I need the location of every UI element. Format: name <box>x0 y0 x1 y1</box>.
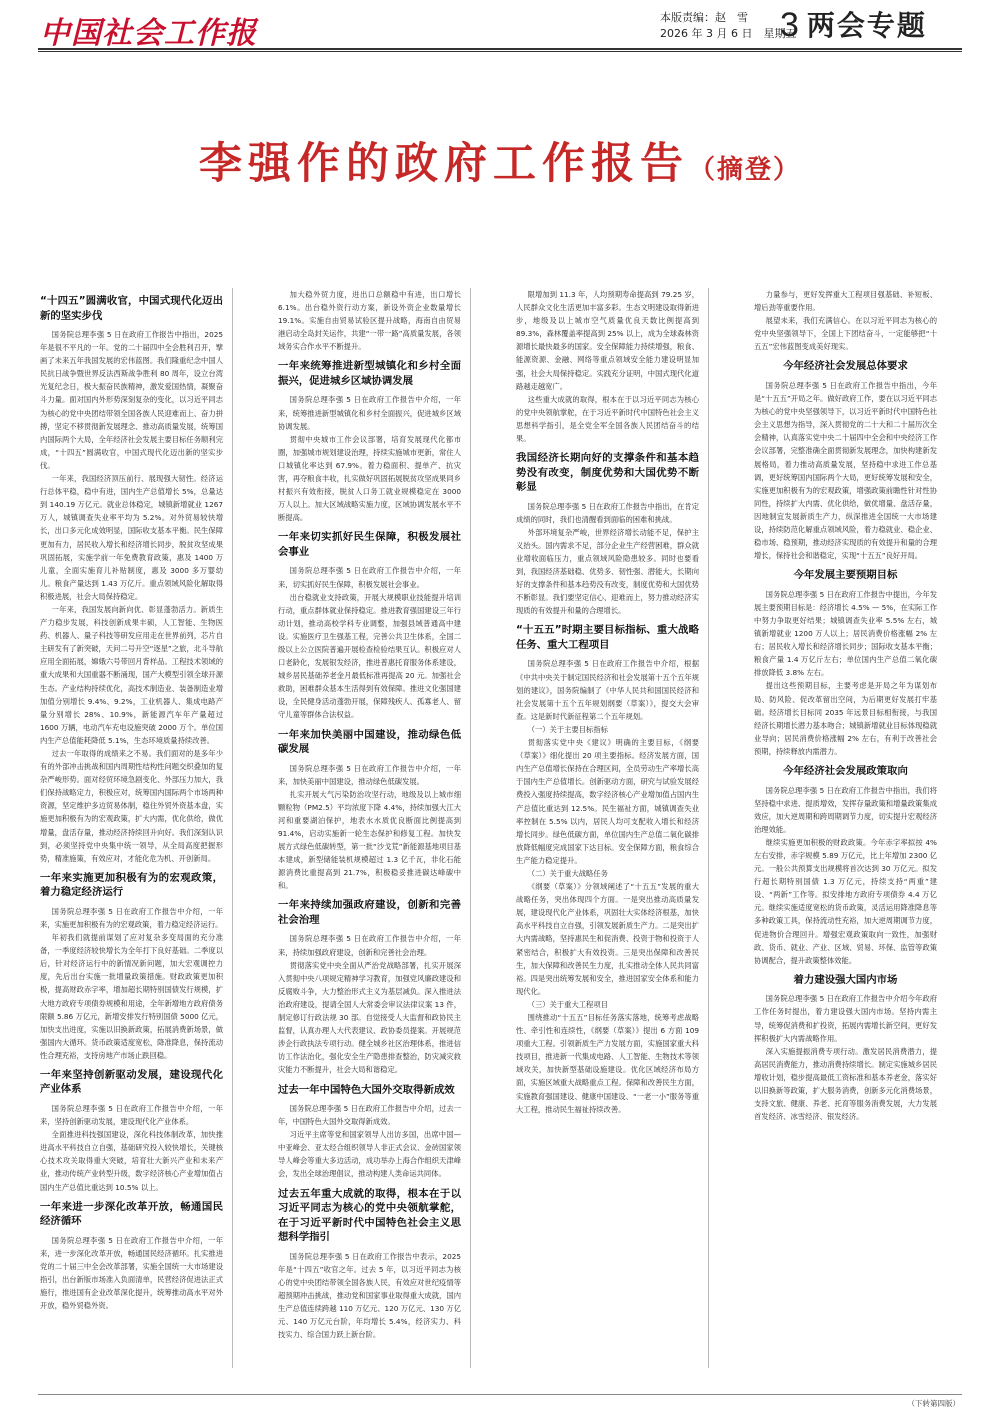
body-paragraph: 贯彻落实党中央全面从严治党战略部署，扎实开展深入贯彻中央八项规定精神学习教育，加强党风廉政建设和反腐败斗争，大力整治形式主义为基层减负。深入推进法治政府建设，提请全国人大常委会审议法律议案 13 件，制定修订行政法规 30 部。自觉接受人大监督和政协民主监督，认真办理人大代表建议、政协委员提案。开展规范涉企行政执法专项行动。健全城乡社区治理体系，推进信访工作法治化，强化安全生产隐患排查整治，防灾减灾救灾能力不断提升，社会大局和谐稳定。 <box>278 960 461 1075</box>
title-main: 李强作的政府工作报告 <box>198 139 689 189</box>
body-paragraph: 国务院总理李强 5 日在政府工作报告中介绍，根据《中共中央关于制定国民经济和社会发展第十五个五年规划的建议》，国务院编制了《中华人民共和国国民经济和社会发展第十五个五年规划纲要（草案）》，提交大会审查。这是新时代新征程第二个五年规划。 <box>516 659 699 721</box>
body-paragraph: 外部环境复杂严峻，世界经济增长动能不足，保护主义抬头。国内需求不足，部分企业生产经营困难，群众就业增收面临压力，重点领域风险隐患较多。同时也要看到，我国经济基础稳、优势多、韧性强、潜能大，长期向好的支撑条件和基本趋势没有改变，制度优势和大国优势不断彰显。我们要坚定信心、迎难而上，努力推动经济实现质的有效提升和量的合理增长。 <box>516 527 699 616</box>
body-paragraph: 国务院总理李强 5 日在政府工作报告中介绍，一年来，切实抓好民生保障，积极发展社会事业。 <box>278 566 461 589</box>
date-line: 2026 年 3 月 6 日 星期五 <box>660 27 797 40</box>
header-rule-thin <box>38 51 962 52</box>
body-paragraph: 贯彻落实党中央《建议》明确的主要目标，《纲要（草案）》细化提出 20 项主要指标。经济发展方面，国内生产总值增长保持在合理区间，全员劳动生产率增长高于国内生产总值增长。创新驱动方面，研究与试验发展经费投入强度持续提高，数字经济核心产业增加值占国内生产总值比重达到 12.5%。民生福祉方面，城镇调查失业率控制在 5.5% 以内，居民人均可支配收入增长和经济增长同步。绿色低碳方面，单位国内生产总值二氧化碳排放降低幅度完成国家下达目标。安全保障方面，粮食综合生产能力稳定提升。 <box>516 738 699 865</box>
body-paragraph: 习近平主席等党和国家领导人出访多国，出席中国—中亚峰会、亚太经合组织领导人非正式会议、金砖国家领导人峰会等重大多边活动，成功举办上海合作组织天津峰会，发出全球治理倡议，推动构建人类命运共同体。 <box>278 1130 461 1179</box>
section-heading: 今年经济社会发展政策取向 <box>783 765 908 777</box>
body-paragraph: 限增加到 11.3 年，人均预期寿命提高到 79.25 岁，人民群众文化生活更加丰富多彩。生态文明建设取得新进步，地级及以上城市空气质量优良天数比例提高到 89.3%，森林覆盖率提高到 25% 以上，成为全球森林资源增长最快最多的国家。安全保障能力持续增强，粮食、能源资源、金融、网络等重点领域安全能力建设明显加强，社会大局保持稳定。实践充分证明，中国式现代化道路越走越宽广。 <box>516 290 699 391</box>
section-heading: 过去五年重大成就的取得，根本在于以习近平同志为核心的党中央领航掌舵，在于习近平新时代中国特色社会主义思想科学指引 <box>278 1187 461 1244</box>
section-heading: 着力建设强大国内市场 <box>793 973 898 986</box>
body-paragraph: 国务院总理李强 5 日在政府工作报告中指出，在肯定成绩的同时，我们也清醒看到面临的困难和挑战。 <box>516 501 699 524</box>
section-heading: 一年来进一步深化改革开放，畅通国民经济循环 <box>40 1200 223 1228</box>
section-heading: 今年经济社会发展总体要求 <box>783 360 908 373</box>
column-rule <box>232 288 233 1368</box>
page-title <box>0 130 1000 191</box>
body-paragraph: 过去一年取得的成绩来之不易。我们面对的是多年少有的外部冲击挑战和国内周期性结构性问题交织叠加的复杂严峻形势。面对经贸环境急剧变化、外部压力加大，我们保持战略定力，积极应对，统筹国内国际两个市场两种资源，坚定维护多边贸易体制，稳住外贸外资基本盘，实施更加积极有为的宏观政策，扩大内需，优化供给，做优增量，盘活存量，推动经济持续回升向好。我们深刻认识到，必须坚持党中央集中统一领导，从全局高度把握形势，精准施策，有效应对，才能化危为机、开创新局。 <box>40 749 223 863</box>
page-number: 3 <box>780 6 799 44</box>
body-paragraph: 国务院总理李强 5 日在政府工作报告中指出，今年是“十五五”开局之年。做好政府工作，要在以习近平同志为核心的党中央坚强领导下，以习近平新时代中国特色社会主义思想为指导，深入贯彻党的二十大和二十届历次全会精神，认真落实党中央二十届四中全会和中央经济工作会议部署，完整准确全面贯彻新发展理念，加快构建新发展格局，着力推动高质量发展，坚持稳中求进工作总基调，更好统筹国内国际两个大局，更好统筹发展和安全，实施更加积极有为的宏观政策，增强政策前瞻性针对性协同性，持续扩大内需、优化供给，做优增量、盘活存量，因地制宜发展新质生产力，纵深推进全国统一大市场建设，持续防范化解重点领域风险，着力稳就业、稳企业、稳市场、稳预期，推动经济实现质的有效提升和量的合理增长，保持社会和谐稳定，实现“十五五”良好开局。 <box>754 380 937 561</box>
body-paragraph: 继续实施更加积极的财政政策。今年赤字率拟按 4% 左右安排，赤字规模 5.89 万亿元，比上年增加 2300 亿元。一般公共预算支出规模将首次达到 30 万亿元。拟发行超长期特别国债 1.3 万亿元，持续支持“两重”建设、“两新”工作等。拟安排地方政府专项债券 4.4 万亿元。继续实施适度宽松的货币政策，灵活运用降准降息等多种政策工具，保持流动性充裕，加大逆周期调节力度，促进物价合理回升。增强宏观政策取向一致性，加强财政、货币、就业、产业、区域、贸易、环保、监管等政策协调配合，提升政策整体效能。 <box>754 837 937 965</box>
body-paragraph: 国务院总理李强 5 日在政府工作报告中指出，2025 年是很不平凡的一年。党的二十届四中全会胜利召开，擘画了未来五年我国发展的宏伟蓝图。我们隆重纪念中国人民抗日战争暨世界反法西斯战争胜利 80 周年，设立台湾光复纪念日，极大振奋民族精神，激发爱国热情，凝聚奋斗力量。面对国内外形势深刻复杂的变化，以习近平同志为核心的党中央团结带领全国各族人民迎难而上、奋力拼搏，坚定不移贯彻新发展理念、推动高质量发展，统筹国内国际两个大局，全年经济社会发展主要目标任务顺利完成，“十四五”圆满收官，中国式现代化迈出新的坚实步伐。 <box>40 330 223 470</box>
body-paragraph: 国务院总理李强 5 日在政府工作报告中指出，我们将坚持稳中求进、提质增效，发挥存量政策和增量政策集成效应，加大逆周期和跨周期调节力度，切实提升宏观经济治理效能。 <box>754 785 937 834</box>
column-1 <box>40 288 223 1388</box>
body-paragraph: 扎实开展大气污染防治攻坚行动，地级及以上城市细颗粒物（PM2.5）平均浓度下降 4.4%，持续加强大江大河和重要湖泊保护，地表水水质优良断面比例提高到 91.4%，启动实施新一轮生态保护和修复工程。加快发展方式绿色低碳转型，第一批“沙戈荒”新能源基地项目基本建成，新型储能装机规模超过 1.3 亿千瓦，非化石能源消费比重提高到 21.7%，积极稳妥推进碳达峰碳中和。 <box>278 789 461 891</box>
body-paragraph: 国务院总理李强 5 日在政府工作报告中介绍，一年来，进一步深化改革开放，畅通国民经济循环。扎实推进党的二十届三中全会改革部署，实施全国统一大市场建设指引，出台新版市场准入负面清单，民营经济促进法正式施行，推进国有企业改革深化提升，统筹推动高水平对外开放，稳外贸稳外资。 <box>40 1235 223 1311</box>
subsection-heading: （三）关于重大工程项目 <box>527 999 608 1009</box>
body-paragraph: 国务院总理李强 5 日在政府工作报告中介绍，一年来，实施更加积极有为的宏观政策，着力稳定经济运行。 <box>40 906 223 929</box>
column-2 <box>278 288 461 1388</box>
body-paragraph: 国务院总理李强 5 日在政府工作报告中介绍，过去一年，中国特色大国外交取得新成效。 <box>278 1104 461 1127</box>
body-paragraph: 国务院总理李强 5 日在政府工作报告中介绍今年政府工作任务时提出，着力建设强大国内市场。坚持内需主导，统筹促消费和扩投资，拓展内需增长新空间，更好发挥积极扩大内需战略作用。 <box>754 994 937 1043</box>
header-rule <box>38 48 962 50</box>
title-sub: （摘登） <box>688 155 801 185</box>
body-paragraph: 围绕推动“十五五”目标任务落实落地，统筹考虑战略性、牵引性和连续性，《纲要（草案）》提出 6 方面 109 项重大工程。引领新质生产力发展方面，实施国家重大科技项目，推进新一代集成电路、人工智能、生物技术等领域攻关，加快新型基础设施建设。优化区域经济布局方面，实施区域重大战略重点工程。保障和改善民生方面，实施教育强国建设、健康中国建设、“一老一小”服务等重大工程，推动民生福祉持续改善。 <box>516 1013 699 1114</box>
body-paragraph: 国务院总理李强 5 日在政府工作报告中介绍，一年来，统筹推进新型城镇化和乡村全面振兴，促进城乡区域协调发展。 <box>278 395 461 431</box>
section-heading: 我国经济长期向好的支撑条件和基本趋势没有改变，制度优势和大国优势不断彰显 <box>516 452 699 494</box>
section-name: 两会专题 <box>806 9 927 42</box>
section-heading: 一年来持续加强政府建设，创新和完善社会治理 <box>278 899 461 926</box>
body-paragraph: 国务院总理李强 5 日在政府工作报告中提出，今年发展主要预期目标是：经济增长 4.5% — 5%，在实际工作中努力争取更好结果；城镇调查失业率 5.5% 左右，城镇新增就业 1200 万人以上；居民消费价格涨幅 2% 左右；居民收入增长和经济增长同步；国际收支基本平衡；粮食产量 1.4 万亿斤左右；单位国内生产总值二氧化碳排放降低 3.8% 左右。 <box>754 589 937 678</box>
body-paragraph: 展望未来，我们充满信心。在以习近平同志为核心的党中央坚强领导下，全国上下团结奋斗，一定能够把“十五五”宏伟蓝图变成美好现实。 <box>754 316 937 352</box>
masthead: 中国社会工作报 <box>40 16 257 51</box>
body-paragraph: 这些重大成就的取得，根本在于以习近平同志为核心的党中央领航掌舵，在于习近平新时代中国特色社会主义思想科学指引，是全党全军全国各族人民团结奋斗的结果。 <box>516 394 699 444</box>
section-heading: 过去一年中国特色大国外交取得新成效 <box>278 1083 455 1096</box>
issue-meta <box>660 10 796 42</box>
body-paragraph: 提出这些预期目标，主要考虑是开局之年为谋划布局、防风险、促改革留出空间，为后期更好发展打牢基础。经济增长目标同 2035 年远景目标相衔接，与我国经济长期增长潜力基本吻合；城镇新增就业目标体现稳就业导向；居民消费价格涨幅 2% 左右，有利于改善社会预期，持续释放内需潜力。 <box>754 681 937 756</box>
section-heading: 一年来坚持创新驱动发展，建设现代化产业体系 <box>40 1068 223 1096</box>
body-paragraph: 加大稳外贸力度，进出口总额稳中有进，出口增长 6.1%。出台稳外资行动方案，新设外资企业数量增长 19.1%。实施自由贸易试验区提升战略，海南自由贸易港启动全岛封关运作，共建“一带一路”高质量发展，各领域务实合作水平不断提升。 <box>278 290 461 352</box>
editor-line: 本版责编：赵 雪 <box>660 11 748 24</box>
body-paragraph: 《纲要（草案）》分领域阐述了“十五五”发展的重大战略任务，突出体现四个方面。一是突出推动高质量发展，建设现代化产业体系，巩固壮大实体经济根基，加快高水平科技自立自强，引领发展新质生产力。二是突出扩大内需战略，坚持惠民生和促消费、投资于物和投资于人紧密结合，积极扩大有效投资。三是突出保障和改善民生，加大保障和改善民生力度，扎实推动全体人民共同富裕。四是突出统筹发展和安全，推进国家安全体系和能力现代化。 <box>516 882 699 996</box>
section-heading: “十四五”圆满收官，中国式现代化迈出新的坚实步伐 <box>40 295 223 322</box>
body-paragraph: 国务院总理李强 5 日在政府工作报告中介绍，一年来，加快美丽中国建设，推动绿色低碳发展。 <box>278 763 461 786</box>
continued-note: （下转第四版） <box>907 1399 960 1408</box>
body-paragraph: 全面推进科技强国建设，深化科技体制改革，加快推进高水平科技自立自强，基础研究投入较快增长，关键核心技术攻关取得重大突破，培育壮大新兴产业和未来产业，推动传统产业转型升级，数字经济核心产业增加值占国内生产总值比重达到 10.5% 以上。 <box>40 1130 223 1192</box>
subsection-heading: （一）关于主要目标指标 <box>527 724 608 734</box>
body-paragraph: 深入实施提振消费专项行动。激发居民消费潜力，提高居民消费能力，推动消费持续增长。制定实施城乡居民增收计划，稳步提高最低工资标准和基本养老金，落实好以旧换新等政策，扩大服务消费，创新多元化消费场景，支持文旅、健康、养老、托育等服务消费发展，大力发展首发经济、冰雪经济、银发经济。 <box>754 1046 937 1122</box>
column-rule <box>708 288 709 1368</box>
section-heading: 一年来实施更加积极有为的宏观政策，着力稳定经济运行 <box>40 871 223 899</box>
body-paragraph: 贯彻中央城市工作会议部署，培育发展现代化都市圈，加强城市规划建设治理，持续实施城市更新，常住人口城镇化率达到 67.9%。着力稳面积、提单产、抗灾害，再夺粮食丰收，扎实做好巩固拓展脱贫攻坚成果同乡村振兴有效衔接，脱贫人口务工就业规模稳定在 3000 万人以上。加大区域战略实施力度，区域协调发展水平不断提高。 <box>278 434 461 523</box>
column-4 <box>754 288 937 1388</box>
body-paragraph: 力量参与，更好发挥重大工程项目强基础、补短板、增后劲等重要作用。 <box>754 290 937 313</box>
bottom-rule <box>38 1394 962 1395</box>
page-label <box>780 6 927 44</box>
section-heading: 一年来加快美丽中国建设，推动绿色低碳发展 <box>278 728 461 756</box>
section-heading: 今年发展主要预期目标 <box>793 569 898 582</box>
body-paragraph: 国务院总理李强 5 日在政府工作报告中介绍，一年来，坚持创新驱动发展，建设现代化产业体系。 <box>40 1103 223 1127</box>
body-paragraph: 一年来，我国经济顶压前行、展现强大韧性。经济运行总体平稳，稳中有进，国内生产总值增长 5%，总量达到 140.19 万亿元。就业总体稳定，城镇新增就业 1267 万人，城镇调查失业率平均为 5.2%。对外贸易较快增长，出口多元化成效明显，国际收支基本平衡。民生保障更加有力，居民收入增长和经济增长同步，脱贫攻坚成果巩固拓展，实施学前一年免费教育政策，惠及 1400 万儿童，全面实施育儿补贴制度，惠及 3000 多万婴幼儿。粮食产量达到 1.43 万亿斤。重点领域风险化解取得积极进展，社会大局保持稳定。 <box>40 474 223 601</box>
column-3 <box>516 288 699 1388</box>
body-paragraph: 一年来，我国发展向新向优、彰显蓬勃活力。新质生产力稳步发展，科技创新成果丰硕，人工智能、生物医药、机器人、量子科技等研发应用走在世界前列，芯片自主研发有了新突破，天问二号升空“逐星”之旅，北斗导航应用全面拓展，嫦娥六号带回月背样品。工程技术领域的重大成果和大国重器不断涌现，国产大模型引领全球开源生态。产业结构持续优化，高技术制造业、装备制造业增加值分别增长 9.4%、9.2%，工业机器人、集成电路产量分别增长 28%、10.9%，新能源汽车年产量超过 1600 万辆，电动汽车充电设施突破 2000 万个。单位国内生产总值能耗降低 5.1%，生态环境质量持续改善。 <box>40 604 223 745</box>
body-paragraph: 出台稳就业支持政策，开展大规模职业技能提升培训行动，重点群体就业保持稳定。推进教育强国建设三年行动计划，推动高校学科专业调整，加强县域普通高中建设。实施医疗卫生强基工程，完善公共卫生体系，全国二级以上公立医院普遍开展检查检验结果互认。积极应对人口老龄化，发展银发经济，推进普惠托育服务体系建设，城乡居民基础养老金月最低标准再提高 20 元。加强社会救助，困难群众基本生活得到有效保障。推进文化强国建设，全民健身活动蓬勃开展，保障残疾人、孤寡老人、留守儿童等群体合法权益。 <box>278 592 461 720</box>
body-paragraph: 年初我们就提前谋划了应对复杂多变局面的充分准备，一季度经济较快增长为全年打下良好基础。二季度以后，针对经济运行中的新情况新问题，加大宏观调控力度，先后出台实施一批增量政策措施。财政政策更加积极，提高财政赤字率，增加超长期特别国债发行规模，扩大地方政府专项债券规模和用途，全年新增地方政府债务限额 5.86 万亿元，新增安排发行特别国债 5000 亿元，加快支出进度，实施以旧换新政策，拓展消费新场景，做强国内大循环。货币政策适度宽松，降准降息，保持流动性合理充裕，支持房地产市场止跌回稳。 <box>40 933 223 1060</box>
body-paragraph: 国务院总理李强 5 日在政府工作报告中表示，2025 年是“十四五”收官之年。过去 5 年，以习近平同志为核心的党中央团结带领全国各族人民，有效应对世纪疫情等超预期冲击挑战，推动党和国家事业取得重大成就，国内生产总值连续跨越 110 万亿元、120 万亿元、130 万亿元、140 万亿元台阶，年均增长 5.4%，经济实力、科技实力、综合国力跃上新台阶。 <box>278 1251 461 1340</box>
body-paragraph: 国务院总理李强 5 日在政府工作报告中介绍，一年来，持续加强政府建设，创新和完善社会治理。 <box>278 934 461 957</box>
subsection-heading: （二）关于重大战略任务 <box>527 868 608 878</box>
column-rule <box>470 288 471 1368</box>
section-heading: 一年来切实抓好民生保障，积极发展社会事业 <box>278 531 461 558</box>
section-heading: 一年来统筹推进新型城镇化和乡村全面振兴，促进城乡区域协调发展 <box>278 360 461 387</box>
section-heading: “十五五”时期主要目标指标、重大战略任务、重大工程项目 <box>516 624 699 651</box>
